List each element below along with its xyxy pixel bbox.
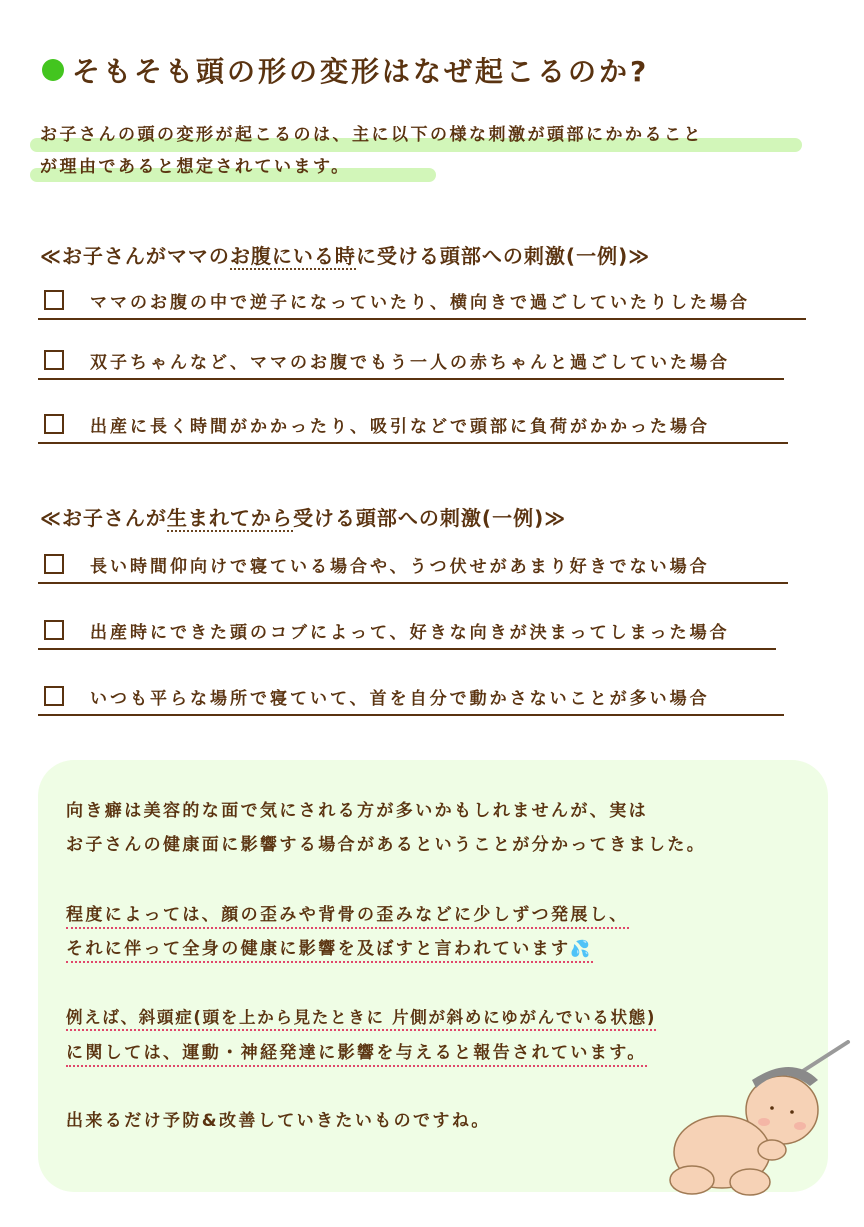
- panel-p2-line2-text: それに伴って全身の健康に影響を及ぼすと言われています: [66, 939, 571, 959]
- heading-text: そもそも頭の形の変形はなぜ起こるのか?: [72, 55, 650, 88]
- checklist-item: [38, 552, 788, 584]
- checklist-item: [38, 412, 788, 444]
- section-title-prefix: ≪お子さんがママの: [40, 244, 230, 268]
- section-title-underlined: お腹にいる時: [229, 244, 356, 268]
- checklist-item: [38, 288, 806, 320]
- panel-p3-line2: [66, 1038, 647, 1063]
- checkbox-icon: [44, 290, 64, 310]
- checkbox-icon: [44, 686, 64, 706]
- checkbox-icon: [44, 554, 64, 574]
- checklist-item-text: 長い時間仰向けで寝ている場合や、うつ伏せがあまり好きでない場合: [90, 557, 710, 577]
- panel-p2-line1-text: 程度によっては、顔の歪みや背骨の歪みなどに少しずつ発展し、: [66, 905, 629, 929]
- section-title-suffix: に受ける頭部への刺激(一例)≫: [355, 244, 651, 268]
- sweat-drops-icon: 💦: [570, 939, 593, 958]
- panel-p3-line2-text: に関しては、運動・神経発達に影響を与えると報告されています。: [66, 1043, 647, 1067]
- section-title-prefix: ≪お子さんが: [40, 506, 167, 530]
- checklist-item: [38, 618, 776, 650]
- checkbox-icon: [44, 620, 64, 640]
- section-title-suffix: 受ける頭部への刺激(一例)≫: [292, 506, 567, 530]
- checklist-item: [38, 348, 784, 380]
- panel-p3-line1: [66, 1004, 656, 1028]
- checklist-item: [38, 684, 784, 716]
- section-title-before-birth: [40, 240, 650, 269]
- panel-p2-line2: [66, 934, 593, 959]
- checklist-item-text: 出産時にできた頭のコブによって、好きな向きが決まってしまった場合: [90, 623, 730, 643]
- checklist-item-text: 双子ちゃんなど、ママのお腹でもう一人の赤ちゃんと過ごしていた場合: [90, 353, 730, 373]
- checklist-item-text: 出産に長く時間がかかったり、吸引などで頭部に負荷がかかった場合: [90, 417, 710, 437]
- panel-p3-line1-text: 例えば、斜頭症(頭を上から見たときに 片側が斜めにゆがんでいる状態): [66, 1008, 656, 1031]
- page-heading: [42, 50, 649, 90]
- checklist-item-text: いつも平らな場所で寝ていて、首を自分で動かさないことが多い場合: [90, 689, 710, 709]
- baby-helmet-illustration-icon: [652, 1040, 852, 1210]
- green-bullet-icon: [42, 59, 64, 81]
- intro-line-2: が理由であると想定されています。: [40, 157, 351, 177]
- panel-p1-line2: お子さんの健康面に影響する場合があるということが分かってきました。: [66, 835, 707, 855]
- checkbox-icon: [44, 414, 64, 434]
- intro-line-1: お子さんの頭の変形が起こるのは、主に以下の様な刺激が頭部にかかること: [40, 125, 703, 145]
- checkbox-icon: [44, 350, 64, 370]
- checklist-item-text: ママのお腹の中で逆子になっていたり、横向きで過ごしていたりした場合: [90, 293, 750, 313]
- section-title-underlined: 生まれてから: [166, 506, 293, 530]
- section-title-after-birth: [40, 502, 566, 531]
- panel-p4-line1: 出来るだけ予防&改善していきたいものですね。: [66, 1111, 491, 1131]
- panel-p2-line1: [66, 900, 629, 925]
- panel-p1-line1: 向き癖は美容的な面で気にされる方が多いかもしれませんが、実は: [66, 801, 648, 821]
